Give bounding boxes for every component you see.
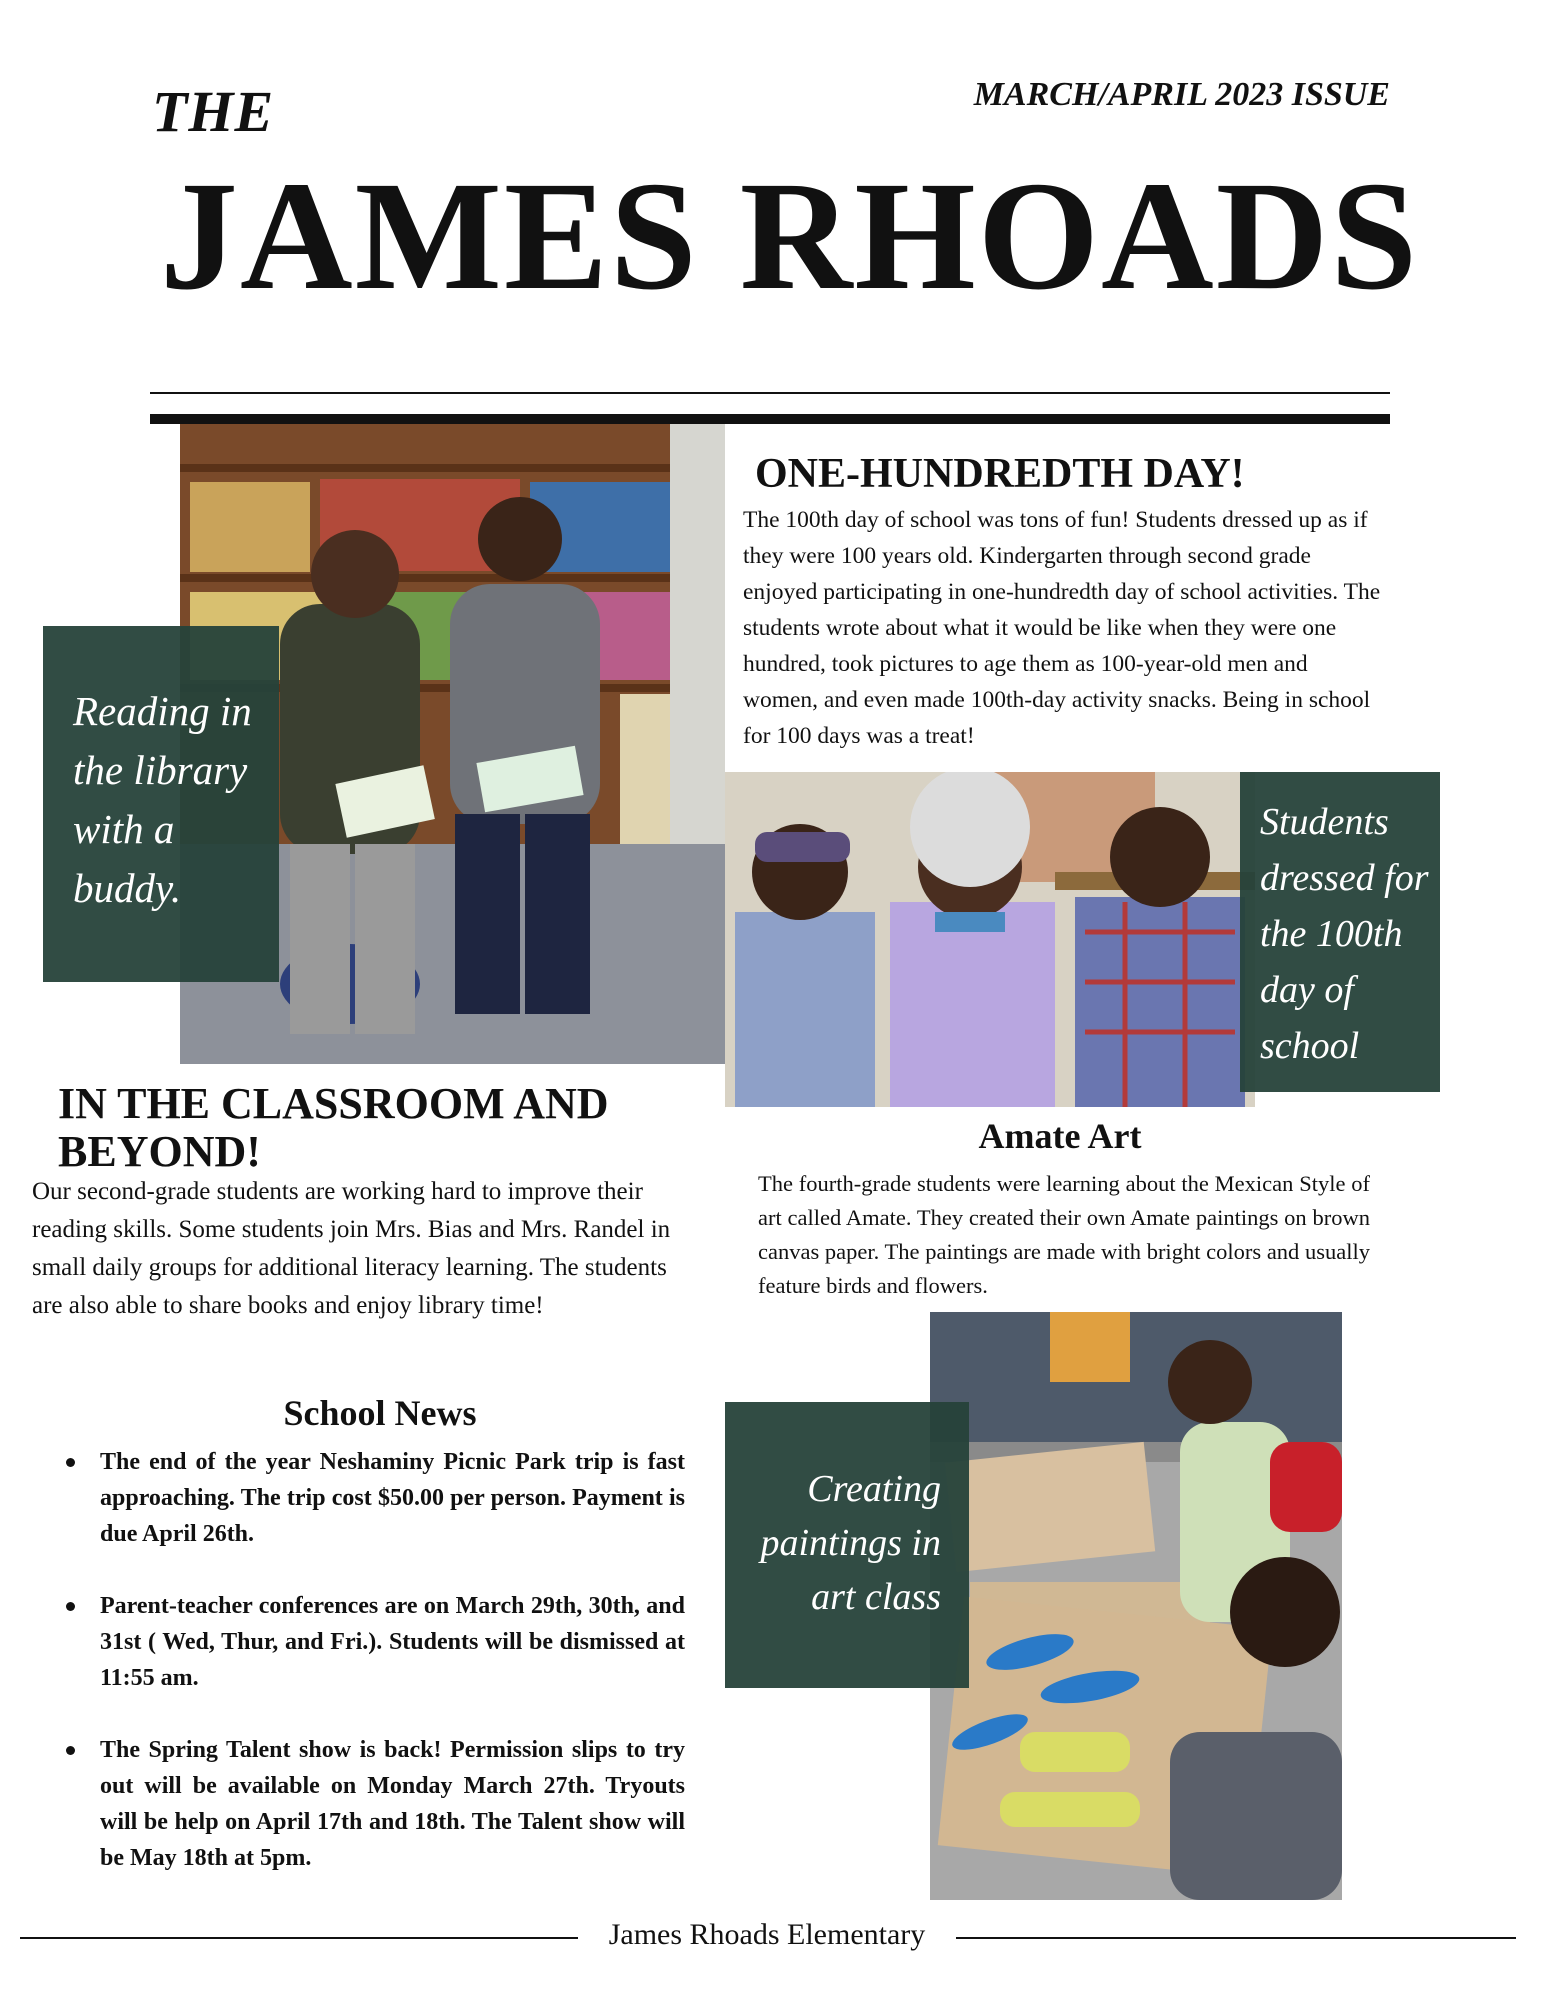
news-item <box>100 1588 685 1696</box>
masthead-the: THE <box>152 79 275 144</box>
amate-headline: Amate Art <box>978 1116 1142 1156</box>
hundredth-day-body: The 100th day of school was tons of fun! Students dressed up as if they were 100 years old. Kindergarten through second grade enjoyed participating in one-hundredth day of school activities. The students wrote about what it would be like when they were one hundred, took pictures to age them as 100-year-old men and women, and even made 100th-day activity snacks. Being in school for 100 days was a treat! <box>743 507 1381 749</box>
hundredth-day-headline: ONE-HUNDREDTH DAY! <box>755 451 1245 497</box>
masthead-divider-thick <box>150 414 1390 424</box>
news-item-text: Parent-teacher conferences are on March 29th, 30th, and 31st ( Wed, Thur, and Fri.). Students will be dismissed at 11:55 am. <box>100 1593 685 1691</box>
news-item <box>100 1444 685 1552</box>
footer-divider-right <box>956 1937 1516 1939</box>
footer-school-name: James Rhoads Elementary <box>608 1918 926 1951</box>
costume-photo-image <box>725 772 1255 1107</box>
costume-photo-caption: Students dressed for the 100th day of school <box>1240 772 1440 1092</box>
school-news-headline: School News <box>283 1393 477 1433</box>
bullet-icon <box>66 1602 75 1611</box>
footer-divider-left <box>20 1937 578 1939</box>
news-item-text: The Spring Talent show is back! Permission slips to try out will be available on Monday March 27th. Tryouts will be help on April 17th and 18th. The Talent show will be May 18th at 5pm. <box>100 1737 685 1871</box>
newspaper-title: JAMES RHOADS <box>160 149 1420 322</box>
costume-photo <box>725 772 1255 1107</box>
art-class-photo <box>930 1312 1342 1900</box>
school-news-list <box>100 1444 685 1912</box>
library-photo-caption: Reading in the library with a buddy. <box>43 626 279 982</box>
classroom-headline: IN THE CLASSROOM AND BEYOND! <box>58 1079 609 1176</box>
masthead-divider-thin <box>150 392 1390 394</box>
bullet-icon <box>66 1458 75 1467</box>
bullet-icon <box>66 1746 75 1755</box>
news-item-text: The end of the year Neshaminy Picnic Park trip is fast approaching. The trip cost $50.00 per person. Payment is due April 26th. <box>100 1449 685 1547</box>
art-class-photo-image <box>930 1312 1342 1900</box>
issue-date: MARCH/APRIL 2023 ISSUE <box>973 76 1390 113</box>
art-photo-caption: Creating paintings in art class <box>725 1402 969 1688</box>
amate-body: The fourth-grade students were learning about the Mexican Style of art called Amate. They created their own Amate paintings on brown canvas paper. The paintings are made with bright colors and usually feature birds and flowers. <box>758 1171 1370 1298</box>
classroom-body: Our second-grade students are working hard to improve their reading skills. Some students join Mrs. Bias and Mrs. Randel in small daily groups for additional literacy learning. The students are also able to share books and enjoy library time! <box>32 1178 671 1319</box>
news-item <box>100 1732 685 1876</box>
